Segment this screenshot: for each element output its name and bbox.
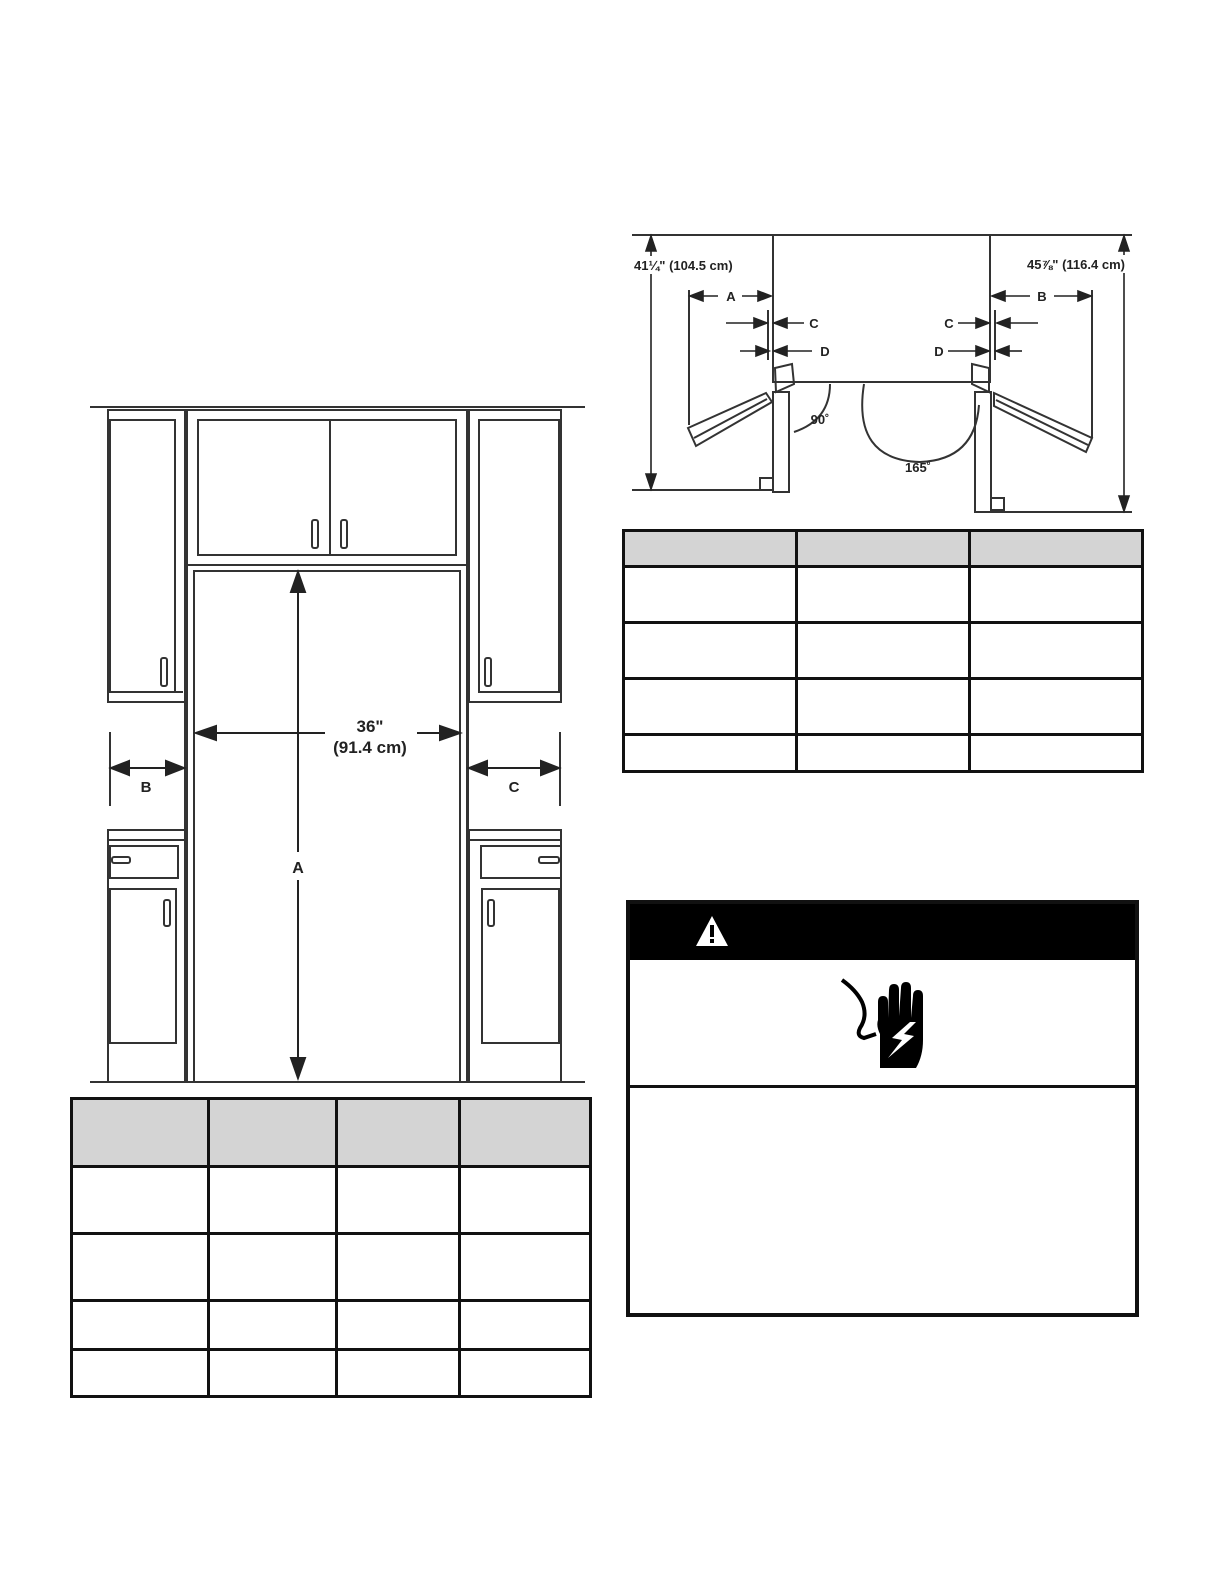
table-cell bbox=[209, 1167, 337, 1234]
warning-triangle-icon bbox=[694, 914, 730, 948]
table-cell bbox=[209, 1234, 337, 1301]
table-cell bbox=[337, 1234, 460, 1301]
height-label-a: A bbox=[292, 860, 304, 877]
table-header-row bbox=[624, 531, 1143, 567]
table-cell bbox=[797, 531, 970, 567]
table-cell bbox=[337, 1350, 460, 1397]
table-cell bbox=[209, 1350, 337, 1397]
table-cell bbox=[337, 1301, 460, 1350]
width-dimension-label: 36" bbox=[356, 717, 384, 736]
table-row bbox=[72, 1167, 591, 1234]
table-row bbox=[624, 679, 1143, 735]
left-gap-label-b: B bbox=[140, 779, 152, 796]
warning-divider bbox=[630, 1085, 1135, 1088]
table-row bbox=[624, 623, 1143, 679]
table-row bbox=[624, 735, 1143, 772]
table-cell bbox=[970, 531, 1143, 567]
swing-label-c-right: C bbox=[944, 316, 954, 331]
warning-box bbox=[626, 900, 1139, 1317]
swing-label-d-left: D bbox=[820, 344, 830, 359]
swing-label-d-right: D bbox=[934, 344, 944, 359]
angle-165-label: 165˚ bbox=[904, 460, 932, 475]
swing-label-c-left: C bbox=[809, 316, 819, 331]
table-row bbox=[72, 1234, 591, 1301]
door-swing-diagram bbox=[612, 220, 1152, 520]
table-cell bbox=[624, 531, 797, 567]
cabinet-opening-diagram bbox=[0, 0, 612, 1100]
table-cell bbox=[209, 1099, 337, 1167]
table-cell bbox=[72, 1234, 209, 1301]
table-cell bbox=[624, 735, 797, 772]
table-cell bbox=[460, 1350, 591, 1397]
table-cell bbox=[460, 1167, 591, 1234]
table-cell bbox=[624, 679, 797, 735]
table-cell bbox=[624, 623, 797, 679]
table-row bbox=[72, 1350, 591, 1397]
table-cell bbox=[72, 1099, 209, 1167]
table-cell bbox=[970, 567, 1143, 623]
table-cell bbox=[72, 1301, 209, 1350]
table-cell bbox=[797, 679, 970, 735]
angle-90-label: 90˚ bbox=[810, 412, 830, 427]
table-cell bbox=[624, 567, 797, 623]
cabinet-dimensions-table bbox=[70, 1097, 592, 1398]
table-cell bbox=[72, 1350, 209, 1397]
depth-left-label: 41¼" (104.5 cm) bbox=[634, 258, 733, 273]
table-cell bbox=[460, 1234, 591, 1301]
table-cell bbox=[460, 1301, 591, 1350]
table-row bbox=[624, 567, 1143, 623]
depth-right-label: 45⅞" (116.4 cm) bbox=[1027, 257, 1125, 272]
width-dimension-metric-label: (91.4 cm) bbox=[333, 738, 407, 757]
table-header-row bbox=[72, 1099, 591, 1167]
table-cell bbox=[337, 1099, 460, 1167]
table-cell bbox=[970, 735, 1143, 772]
swing-label-a: A bbox=[726, 289, 736, 304]
swing-label-b: B bbox=[1037, 289, 1047, 304]
electric-shock-hand-icon bbox=[836, 976, 932, 1072]
right-gap-label-c: C bbox=[508, 779, 520, 796]
table-cell bbox=[970, 679, 1143, 735]
table-cell bbox=[797, 567, 970, 623]
table-cell bbox=[209, 1301, 337, 1350]
table-cell bbox=[797, 623, 970, 679]
table-cell bbox=[460, 1099, 591, 1167]
table-cell bbox=[797, 735, 970, 772]
table-cell bbox=[337, 1167, 460, 1234]
door-clearance-table bbox=[622, 529, 1144, 773]
table-cell bbox=[72, 1167, 209, 1234]
warning-header-bar bbox=[630, 904, 1135, 960]
table-cell bbox=[970, 623, 1143, 679]
table-row bbox=[72, 1301, 591, 1350]
